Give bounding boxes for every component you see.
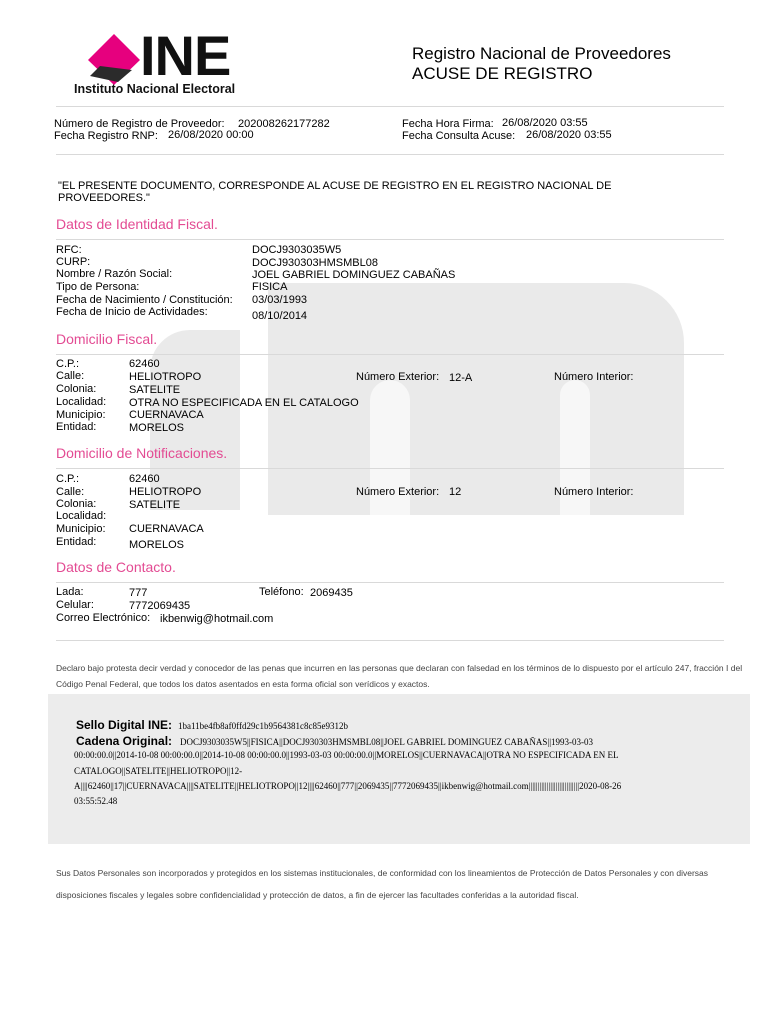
telefono-value: 2069435 <box>310 587 353 599</box>
dom-municipio-value: CUERNAVACA <box>129 409 204 421</box>
celular-label: Celular: <box>56 599 94 611</box>
dom-localidad-value: OTRA NO ESPECIFICADA EN EL CATALOGO <box>129 397 359 409</box>
cadena-original-first <box>76 732 593 750</box>
dom-calle-label: Calle: <box>56 370 85 382</box>
dom-cp-value: 62460 <box>129 358 160 370</box>
cadena-line1: DOCJ9303035W5||FISICA||DOCJ930303HMSMBL08||JOEL GABRIEL DOMINGUEZ CABAÑAS||1993-03-03 <box>180 737 594 747</box>
cadena-line4: A||||62460||17||CUERNAVACA||||SATELITE||HELIOTROPO||12||||62460||777||2069435||7772069435||ikbenwig@hotmail.com||||||||||||||||||||||||||||2020-08-26 <box>74 781 622 791</box>
not-cp-value: 62460 <box>129 473 160 485</box>
not-num-int-label: Número Interior: <box>554 486 634 498</box>
fecha-firma-value: 26/08/2020 03:55 <box>502 117 588 129</box>
not-entidad-value: MORELOS <box>129 539 185 551</box>
dom-colonia-label: Colonia: <box>56 383 97 395</box>
correo-value: ikbenwig@hotmail.com <box>160 613 274 625</box>
divider <box>56 640 724 641</box>
rfc-value: DOCJ9303035W5 <box>252 244 342 256</box>
not-num-ext-value: 12 <box>449 486 462 498</box>
logo-subtitle: Instituto Nacional Electoral <box>74 82 236 96</box>
section-title-notificaciones: Domicilio de Notificaciones. <box>56 445 228 461</box>
dom-localidad-label: Localidad: <box>56 396 107 408</box>
dom-entidad-label: Entidad: <box>56 421 97 433</box>
not-num-ext-label: Número Exterior: <box>356 486 440 498</box>
fecha-registro-value: 26/08/2020 00:00 <box>168 129 254 141</box>
not-localidad-label: Localidad: <box>56 510 107 522</box>
ine-logo <box>74 24 294 100</box>
divider <box>56 468 724 469</box>
section-title-identidad: Datos de Identidad Fiscal. <box>56 216 218 232</box>
dom-calle-value: HELIOTROPO <box>129 371 202 383</box>
rfc-label: RFC: <box>56 244 82 256</box>
not-municipio-label: Municipio: <box>56 523 106 535</box>
fecha-firma-label: Fecha Hora Firma: <box>402 118 494 130</box>
dom-entidad-value: MORELOS <box>129 422 185 434</box>
fecha-nacimiento-value: 03/03/1993 <box>252 294 308 306</box>
curp-value: DOCJ930303HMSMBL08 <box>252 257 378 269</box>
dom-num-ext-label: Número Exterior: <box>356 371 440 383</box>
lada-label: Lada: <box>56 586 84 598</box>
fecha-inicio-value: 08/10/2014 <box>252 310 308 322</box>
cadena-line3: CATALOGO||SATELITE||HELIOTROPO||12- <box>74 766 243 776</box>
lada-value: 777 <box>129 587 148 599</box>
logo-ine-text: INE <box>140 24 231 87</box>
doc-title-line1: Registro Nacional de Proveedores <box>412 44 671 63</box>
privacidad-text: Sus Datos Personales son incorporados y protegidos en los sistemas institucionales, de conformidad con los lineamientos de Protección de Datos Personales y con diversas disposiciones fiscales y legales sobre confidencialidad y protección de datos, a fin de ejercer las facultades conferidas a la autoridad fiscal. <box>56 868 709 900</box>
nombre-label: Nombre / Razón Social: <box>56 268 173 280</box>
dom-cp-label: C.P.: <box>56 358 80 370</box>
tipo-persona-label: Tipo de Persona: <box>56 281 140 293</box>
section-title-contacto: Datos de Contacto. <box>56 559 176 575</box>
nombre-value: JOEL GABRIEL DOMINGUEZ CABAÑAS <box>252 269 456 281</box>
num-registro-label: Número de Registro de Proveedor: <box>54 118 225 130</box>
divider <box>56 106 724 107</box>
not-calle-label: Calle: <box>56 486 85 498</box>
dom-num-ext-value: 12-A <box>449 372 473 384</box>
telefono-label: Teléfono: <box>259 586 304 598</box>
statement-text: "EL PRESENTE DOCUMENTO, CORRESPONDE AL ACUSE DE REGISTRO EN EL REGISTRO NACIONAL DE PROVEEDORES." <box>58 180 612 204</box>
divider <box>56 354 724 355</box>
fecha-consulta-value: 26/08/2020 03:55 <box>526 129 612 141</box>
curp-label: CURP: <box>56 256 91 268</box>
fecha-consulta-label: Fecha Consulta Acuse: <box>402 130 516 142</box>
correo-label: Correo Electrónico: <box>56 612 151 624</box>
not-municipio-value: CUERNAVACA <box>129 523 204 535</box>
sello-label: Sello Digital INE: <box>76 718 173 732</box>
divider <box>56 582 724 583</box>
not-calle-value: HELIOTROPO <box>129 486 202 498</box>
sello-value: 1ba11be4fb8af0ffd29c1b9564381c8c85e9312b <box>178 721 348 731</box>
divider <box>56 154 724 155</box>
dom-municipio-label: Municipio: <box>56 409 106 421</box>
fecha-nacimiento-label: Fecha de Nacimiento / Constitución: <box>56 294 233 306</box>
declaracion-text: Declaro bajo protesta decir verdad y conocedor de las penas que incurren en las personas que declaran con falsedad en los términos de lo dispuesto por el artículo 247, fracción I del Código Penal Federal, que todos los datos asentados en esta forma oficial son verídicos y exactos. <box>56 663 743 689</box>
tipo-persona-value: FISICA <box>252 281 288 293</box>
cadena-line5: 03:55:52.48 <box>74 796 118 806</box>
section-title-domicilio: Domicilio Fiscal. <box>56 331 158 347</box>
not-colonia-value: SATELITE <box>129 499 181 511</box>
doc-title-line2: ACUSE DE REGISTRO <box>412 64 593 83</box>
divider <box>56 239 724 240</box>
cadena-line2: 00:00:00.0||2014-10-08 00:00:00.0||2014-10-08 00:00:00.0||1993-03-03 00:00:00.0||MORELOS||CUERNAVACA||OTRA NO ESPECIFICADA EN EL <box>74 750 619 760</box>
dom-num-int-label: Número Interior: <box>554 371 634 383</box>
fecha-registro-label: Fecha Registro RNP: <box>54 130 158 142</box>
num-registro-value: 202008262177282 <box>238 118 330 130</box>
not-entidad-label: Entidad: <box>56 536 97 548</box>
cadena-label: Cadena Original: <box>76 734 173 748</box>
not-cp-label: C.P.: <box>56 473 80 485</box>
celular-value: 7772069435 <box>129 600 191 612</box>
not-colonia-label: Colonia: <box>56 498 97 510</box>
fecha-inicio-label: Fecha de Inicio de Actividades: <box>56 306 208 318</box>
dom-colonia-value: SATELITE <box>129 384 181 396</box>
